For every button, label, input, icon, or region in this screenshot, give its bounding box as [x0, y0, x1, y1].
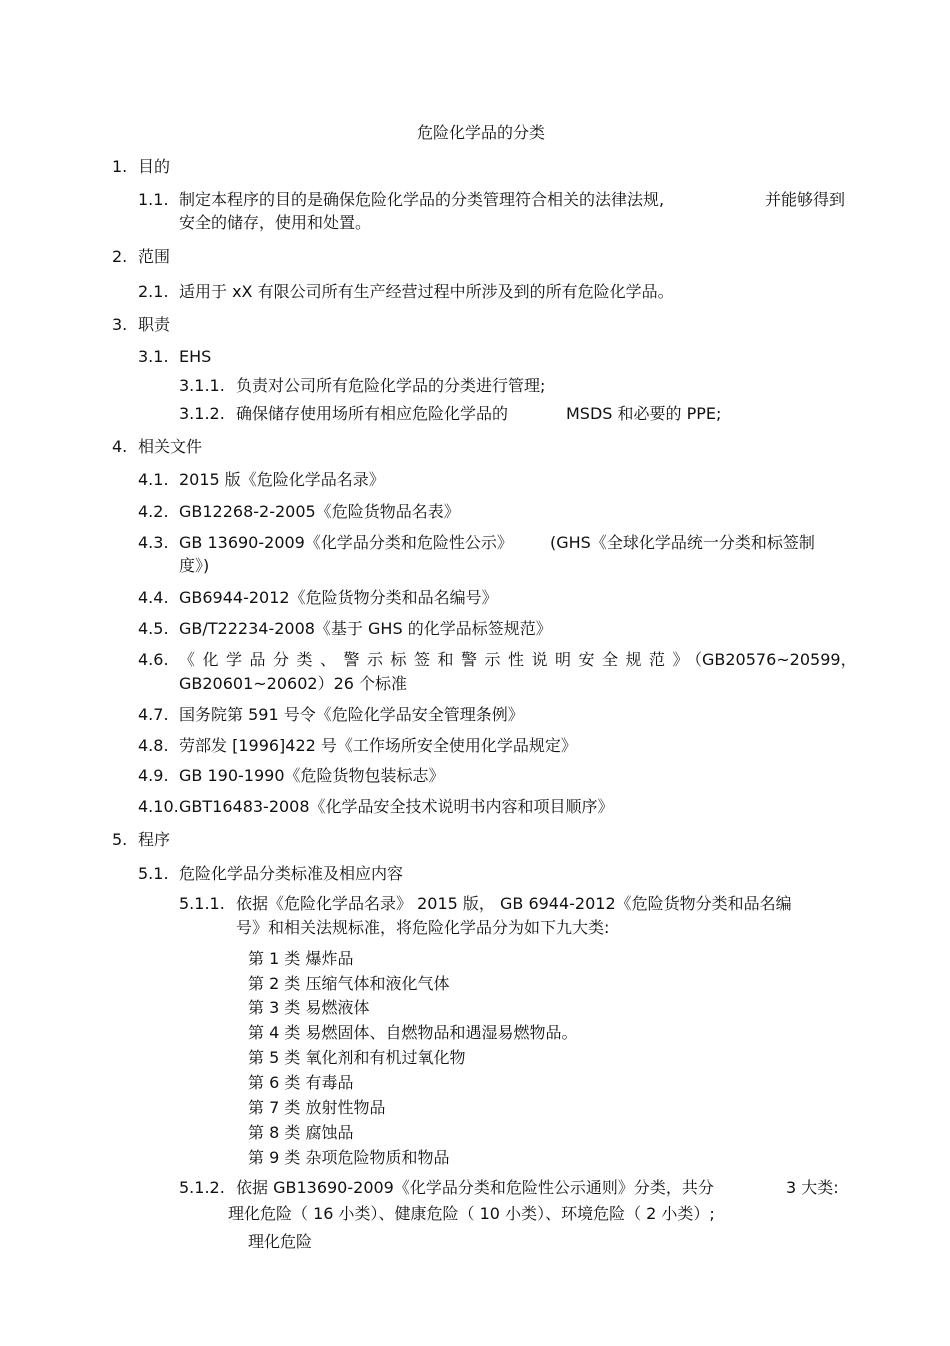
section-number: 5.1.2.	[179, 1178, 225, 1197]
section-number: 2.1.	[138, 282, 169, 301]
hazard-category: 第 4 类 易燃固体、自燃物品和遇湿易燃物品。	[248, 1023, 578, 1042]
paragraph-line: EHS	[179, 347, 212, 366]
reference-item: GB20601~20602）26 个标准	[179, 674, 408, 693]
paragraph-line: 理化危险	[248, 1232, 313, 1251]
section-number: 3.1.	[138, 347, 169, 366]
reference-item: GB 190-1990《危险货物包装标志》	[179, 766, 445, 785]
hazard-category: 第 5 类 氧化剂和有机过氧化物	[248, 1048, 466, 1067]
paragraph-line: 适用于 xX 有限公司所有生产经营过程中所涉及到的所有危险化学品。	[179, 282, 674, 301]
paragraph-line: 负责对公司所有危险化学品的分类进行管理;	[236, 376, 546, 395]
document-title: 危险化学品的分类	[416, 123, 545, 142]
reference-item: GB/T22234-2008《基于 GHS 的化学品标签规范》	[179, 619, 552, 638]
section-number: 4.	[112, 437, 128, 456]
section-number: 5.1.1.	[179, 894, 225, 913]
paragraph-line: 制定本程序的目的是确保危险化学品的分类管理符合相关的法律法规,	[179, 190, 665, 209]
section-number: 3.	[112, 315, 128, 334]
paragraph-line: 确保储存使用场所有相应危险化学品的	[236, 404, 509, 423]
hazard-category: 第 6 类 有毒品	[248, 1073, 354, 1092]
section-number: 4.4.	[138, 588, 169, 607]
section-heading: 目的	[138, 157, 171, 176]
section-number: 4.6.	[138, 650, 169, 669]
section-number: 1.	[112, 157, 128, 176]
hazard-category: 第 7 类 放射性物品	[248, 1098, 386, 1117]
section-number: 3.1.1.	[179, 376, 225, 395]
paragraph-line: 安全的储存，使用和处置。	[179, 213, 372, 232]
section-number: 5.	[112, 830, 128, 849]
paragraph-line: 理化危险（ 16 小类）、健康危险（ 10 小类）、环境危险（ 2 小类）;	[228, 1204, 715, 1223]
section-number: 4.2.	[138, 502, 169, 521]
hazard-category: 第 9 类 杂项危险物质和物品	[248, 1148, 450, 1167]
section-heading: 范围	[138, 247, 171, 266]
section-number: 4.3.	[138, 533, 169, 552]
section-number: 1.1.	[138, 190, 169, 209]
hazard-category: 第 1 类 爆炸品	[248, 949, 354, 968]
paragraph-line: 依据《危险化学品名录》 2015 版， GB 6944-2012《危险货物分类和品名编	[236, 894, 792, 913]
reference-item: 《化学品分类、警示标签和警示性说明安全规范》	[179, 650, 697, 669]
reference-item: 国务院第 591 号令《危险化学品安全管理条例》	[179, 705, 524, 724]
paragraph-line: 并能够得到	[765, 190, 846, 209]
section-number: 4.8.	[138, 736, 169, 755]
section-number: 4.5.	[138, 619, 169, 638]
section-heading: 相关文件	[138, 437, 203, 456]
reference-item: (GHS《全球化学品统一分类和标签制	[550, 533, 815, 552]
paragraph-line: 危险化学品分类标准及相应内容	[179, 864, 404, 883]
reference-item: GBT16483-2008《化学品安全技术说明书内容和项目顺序》	[179, 797, 614, 816]
section-number: 4.10.	[138, 797, 179, 816]
section-number: 3.1.2.	[179, 404, 225, 423]
hazard-category: 第 8 类 腐蚀品	[248, 1123, 354, 1142]
reference-item: 度》)	[179, 556, 210, 575]
section-heading: 职责	[138, 315, 171, 334]
reference-item: 2015 版《危险化学品名录》	[179, 470, 385, 489]
paragraph-line: 号》和相关法规标准，将危险化学品分为如下九大类:	[236, 918, 610, 937]
reference-item: 劳部发 [1996]422 号《工作场所安全使用化学品规定》	[179, 736, 577, 755]
paragraph-line: 依据 GB13690-2009《化学品分类和危险性公示通则》分类，共分	[236, 1178, 714, 1197]
reference-item: GB6944-2012《危险货物分类和品名编号》	[179, 588, 498, 607]
reference-item: （GB20576~20599，	[686, 650, 857, 669]
reference-item: GB12268-2-2005《危险货物品名表》	[179, 502, 460, 521]
section-number: 4.9.	[138, 766, 169, 785]
reference-item: GB 13690-2009《化学品分类和危险性公示》	[179, 533, 513, 552]
section-heading: 程序	[138, 830, 171, 849]
hazard-category: 第 2 类 压缩气体和液化气体	[248, 974, 450, 993]
paragraph-line: 3 大类:	[786, 1178, 839, 1197]
section-number: 4.1.	[138, 470, 169, 489]
hazard-category: 第 3 类 易燃液体	[248, 998, 370, 1017]
section-number: 5.1.	[138, 864, 169, 883]
section-number: 4.7.	[138, 705, 169, 724]
paragraph-line: MSDS 和必要的 PPE;	[566, 404, 722, 423]
section-number: 2.	[112, 247, 128, 266]
